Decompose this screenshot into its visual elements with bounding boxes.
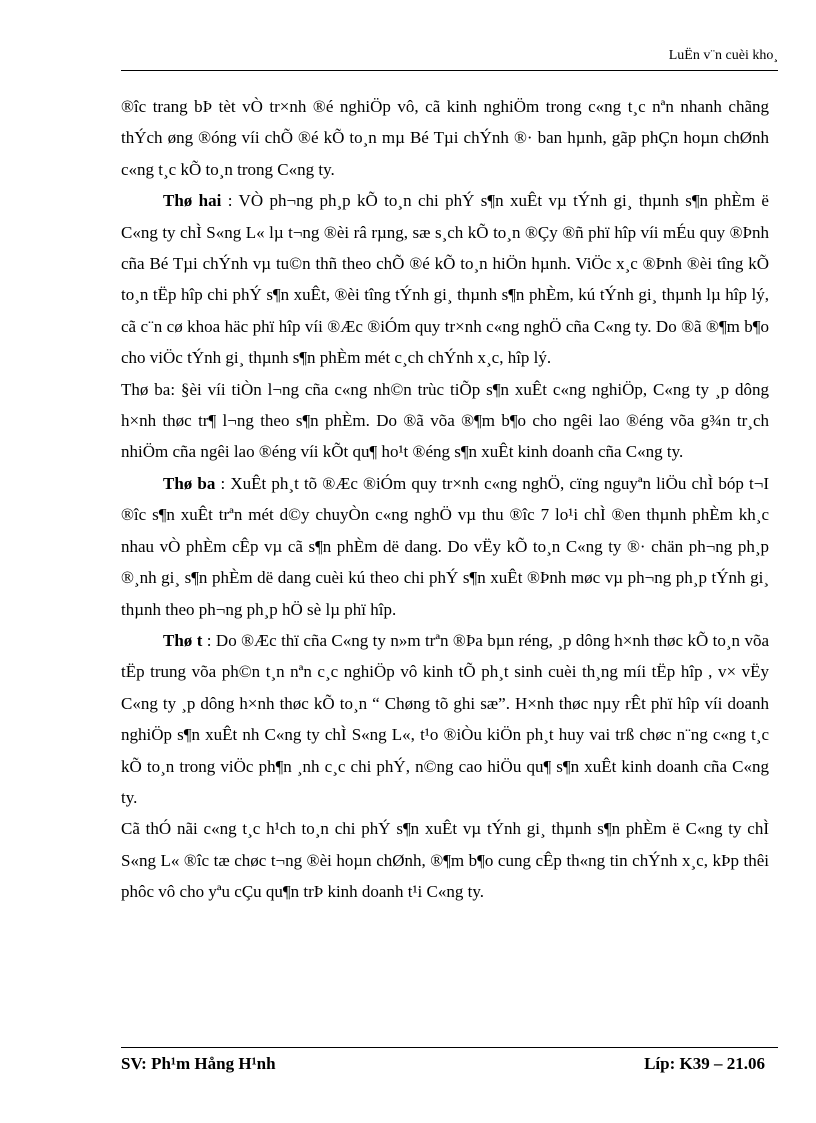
- paragraph-text: : XuÊt ph¸t tõ ®Æc ®iÓm quy tr×nh c«ng nghÖ, cïng nguyªn liÖu chÌ bóp t¬I ®îc s¶n xuÊt trªn mét d©y chuyÒn c«ng nghÖ vµ thu ®îc 7 lo¹i chÌ ®en thµnh phÈm kh¸c nhau vÒ phÈm cÊp vµ cã s¶n phÈm dë dang. Do vËy kÕ to¸n C«ng ty ®· chän ph¬ng ph¸p ®¸nh gi¸ s¶n phÈm dë dang cuèi kú theo chi phÝ s¶n xuÊt ®Þnh møc vµ ph¬ng ph¸p tÝnh gi¸ thµnh theo ph¬ng ph¸p hÖ sè lµ phï hîp.: [121, 473, 769, 619]
- paragraph: [121, 185, 769, 373]
- body-text: [121, 91, 769, 908]
- header-title: LuËn v¨n cuèi kho¸: [668, 48, 778, 63]
- header-divider: [121, 70, 778, 71]
- paragraph-text: Cã thÓ nãi c«ng t¸c h¹ch to¸n chi phÝ s¶n xuÊt vµ tÝnh gi¸ thµnh s¶n phÈm ë C«ng ty chÌ S«ng L« ®îc tæ chøc t¬ng ®èi hoµn chØnh, ®¶m b¶o cung cÊp th«ng tin chÝnh x¸c, kÞp thêi phôc vô cho yªu cÇu qu¶n trÞ kinh doanh t¹i C«ng ty.: [121, 819, 769, 902]
- paragraph-lead: Thø ba: [163, 473, 216, 493]
- paragraph: [121, 91, 769, 185]
- paragraph: [121, 813, 769, 907]
- paragraph-lead: Thø hai: [163, 191, 222, 211]
- paragraph-text: Thø ba: §èi víi tiÒn l¬ng cña c«ng nh©n trùc tiÕp s¶n xuÊt c«ng nghiÖp, C«ng ty ¸p dông h×nh thøc tr¶ l¬ng theo s¶n phÈm. Do ®ã võa ®¶m b¶o cho ngêi lao ®éng võa g¾n tr¸ch nhiÖm cña ngêi lao ®éng víi kÕt qu¶ ho¹t ®éng s¶n xuÊt kinh doanh cña C«ng ty.: [121, 379, 769, 462]
- footer-divider: [121, 1047, 778, 1048]
- paragraph-text: : Do ®Æc thï cña C«ng ty n»m trªn ®Þa bµn réng, ¸p dông h×nh thøc kÕ to¸n võa tËp trung võa ph©n t¸n nªn c¸c nghiÖp vô kinh tÕ ph¸t sinh cuèi th¸ng míi tËp hîp , v× vËy C«ng ty ¸p dông h×nh thøc kÕ to¸n “ Chøng tõ ghi sæ”. H×nh thøc nµy rÊt phï hîp víi doanh nghiÖp s¶n xuÊt nh C«ng ty chÌ S«ng L«, t¹o ®iÒu kiÖn ph¸t huy vai trß chøc n¨ng c«ng t¸c kÕ to¸n trong viÖc ph¶n ¸nh c¸c chi phÝ, n©ng cao hiÖu qu¶ s¶n xuÊt kinh doanh cña C«ng ty.: [121, 630, 769, 807]
- paragraph: [121, 374, 769, 468]
- paragraph-text: : VÒ ph¬ng ph¸p kÕ to¸n chi phÝ s¶n xuÊt vµ tÝnh gi¸ thµnh s¶n phÈm ë C«ng ty chÌ S«ng L« lµ t¬ng ®èi râ rµng, sæ s¸ch kÕ to¸n ®Çy ®ñ phï hîp víi mÉu quy ®Þnh cña Bé Tµi chÝnh vµ tu©n thñ theo chÕ ®é kÕ to¸n hiÖn hµnh. ViÖc x¸c ®Þnh ®èi tîng kÕ to¸n tËp hîp chi phÝ s¶n xuÊt, ®èi tîng tÝnh gi¸ thµnh s¶n phÈm, kú tÝnh gi¸ thµnh lµ hîp lý, cã c¨n cø khoa häc phï hîp víi ®Æc ®iÓm quy tr×nh c«ng nghÖ cña C«ng ty. Do ®ã ®¶m b¶o cho viÖc tÝnh gi¸ thµnh s¶n phÈm mét c¸ch chÝnh x¸c, hîp lý.: [121, 191, 769, 368]
- footer-class: Líp: K39 – 21.06: [644, 1054, 765, 1073]
- paragraph-text: ®îc trang bÞ tèt vÒ tr×nh ®é nghiÖp vô, cã kinh nghiÖm trong c«ng t¸c nªn nhanh chãng thÝch øng ®óng víi chÕ ®é kÕ to¸n mµ Bé Tµi chÝnh ®· ban hµnh, gãp phÇn hoµn chØnh c«ng t¸c kÕ to¸n trong C«ng ty.: [121, 97, 769, 179]
- footer-student-name: SV: Ph¹m Hång H¹nh: [121, 1054, 276, 1073]
- paragraph-lead: Thø t: [163, 630, 203, 650]
- paragraph: [121, 468, 769, 625]
- paragraph: [121, 625, 769, 813]
